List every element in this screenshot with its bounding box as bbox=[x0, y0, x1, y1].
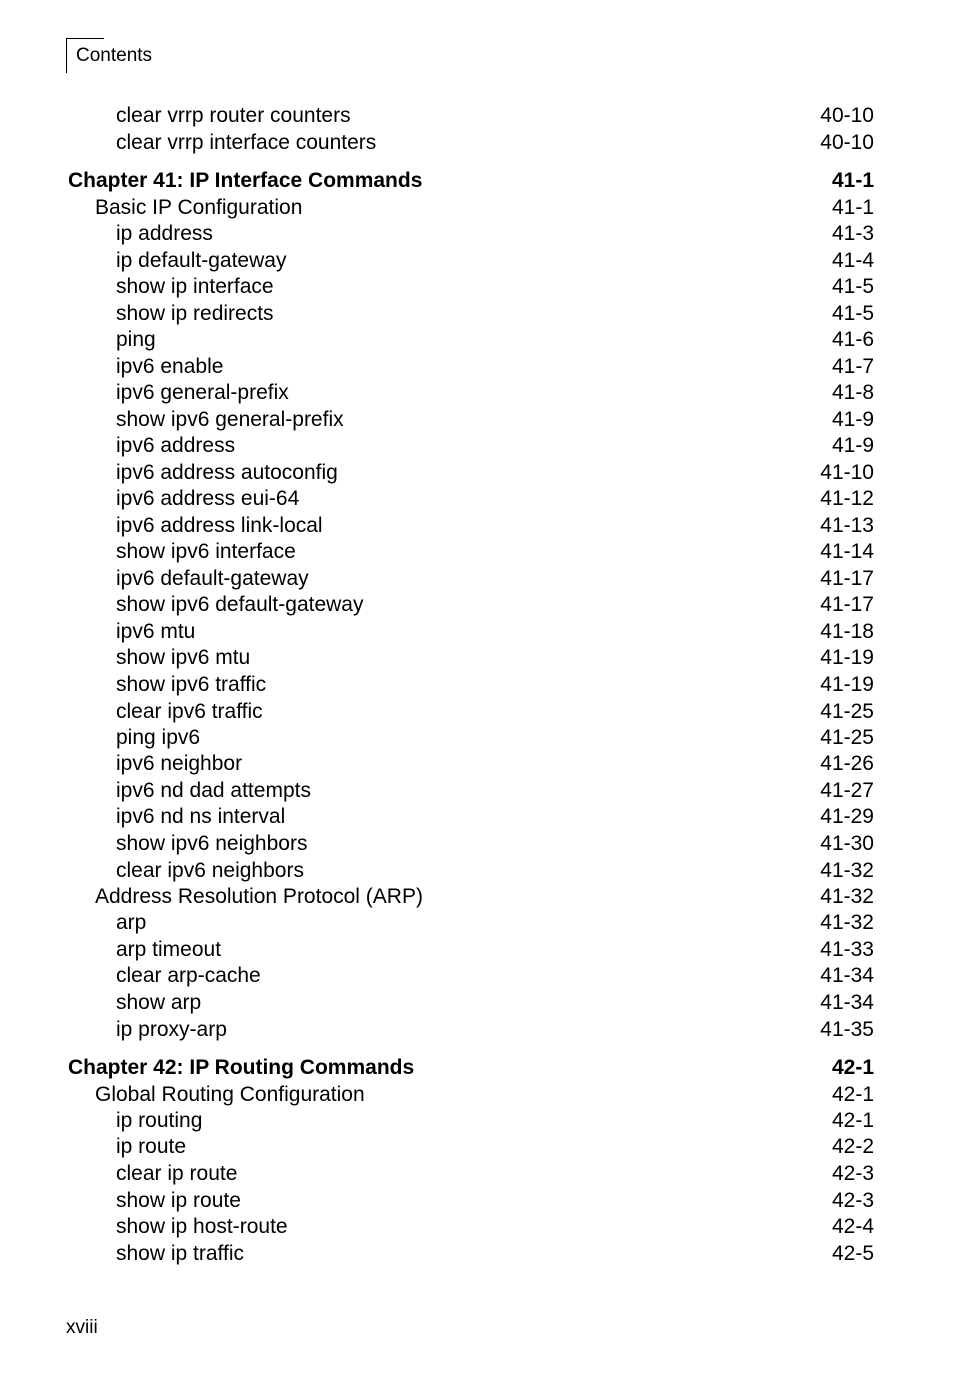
toc-entry-page: 41-32 bbox=[820, 911, 874, 934]
toc-entry-label: ipv6 enable bbox=[116, 355, 224, 378]
toc-entry-label: show ipv6 neighbors bbox=[116, 832, 308, 855]
toc-entry[interactable] bbox=[68, 857, 874, 884]
toc-entry[interactable] bbox=[68, 129, 874, 156]
toc-entry[interactable] bbox=[68, 883, 874, 910]
toc-entry-label: clear ipv6 neighbors bbox=[116, 859, 304, 882]
toc-entry-label: Basic IP Configuration bbox=[95, 196, 303, 219]
toc-entry-page: 42-1 bbox=[831, 1056, 874, 1079]
toc-entry-label: show ipv6 default-gateway bbox=[116, 593, 364, 616]
toc-entry-label: ip proxy-arp bbox=[116, 1018, 227, 1041]
toc-entry-page: 41-13 bbox=[820, 514, 874, 537]
toc-entry[interactable] bbox=[68, 618, 874, 645]
toc-entry-page: 41-25 bbox=[820, 726, 874, 749]
toc-entry-label: ping bbox=[116, 328, 156, 351]
toc-entry-page: 41-19 bbox=[820, 646, 874, 669]
toc-entry-page: 41-32 bbox=[820, 885, 874, 908]
toc-chapter-entry[interactable] bbox=[68, 1054, 874, 1081]
toc-entry[interactable] bbox=[68, 353, 874, 380]
toc-entry-label: show ip interface bbox=[116, 275, 274, 298]
toc-entry-page: 41-14 bbox=[820, 540, 874, 563]
toc-entry-page: 41-27 bbox=[820, 779, 874, 802]
toc-entry[interactable] bbox=[68, 962, 874, 989]
toc-entry-page: 41-17 bbox=[820, 593, 874, 616]
toc-entry-label: Address Resolution Protocol (ARP) bbox=[95, 885, 423, 908]
toc-entry-page: 41-7 bbox=[831, 355, 874, 378]
toc-entry-label: Chapter 41: IP Interface Commands bbox=[68, 169, 423, 192]
toc-entry-label: Chapter 42: IP Routing Commands bbox=[68, 1056, 415, 1079]
toc-entry[interactable] bbox=[68, 671, 874, 698]
toc-entry[interactable] bbox=[68, 750, 874, 777]
toc-entry-page: 41-34 bbox=[820, 964, 874, 987]
toc-entry-page: 41-33 bbox=[820, 938, 874, 961]
toc-entry-label: clear arp-cache bbox=[116, 964, 261, 987]
toc-entry-label: ipv6 mtu bbox=[116, 620, 196, 643]
toc-entry-label: ipv6 general-prefix bbox=[116, 381, 289, 404]
toc-entry-page: 41-32 bbox=[820, 859, 874, 882]
toc-entry[interactable] bbox=[68, 459, 874, 486]
toc-entry[interactable] bbox=[68, 909, 874, 936]
toc-entry-page: 41-12 bbox=[820, 487, 874, 510]
toc-entry-page: 41-17 bbox=[820, 567, 874, 590]
toc-entry-label: show ipv6 interface bbox=[116, 540, 296, 563]
toc-entry[interactable] bbox=[68, 247, 874, 274]
toc-chapter-entry[interactable] bbox=[68, 167, 874, 194]
toc-entry[interactable] bbox=[68, 512, 874, 539]
toc-entry-label: ipv6 address eui-64 bbox=[116, 487, 300, 510]
page-number: xviii bbox=[66, 1317, 98, 1338]
toc-entry-label: show ip traffic bbox=[116, 1242, 244, 1265]
toc-entry[interactable] bbox=[68, 194, 874, 221]
toc-entry-page: 41-19 bbox=[820, 673, 874, 696]
toc-entry[interactable] bbox=[68, 777, 874, 804]
toc-entry-page: 42-1 bbox=[831, 1083, 874, 1106]
toc-entry[interactable] bbox=[68, 1016, 874, 1043]
toc-entry-page: 41-3 bbox=[831, 222, 874, 245]
toc-entry[interactable] bbox=[68, 1160, 874, 1187]
toc-entry[interactable] bbox=[68, 1081, 874, 1108]
toc-entry-page: 41-10 bbox=[820, 461, 874, 484]
toc-entry[interactable] bbox=[68, 102, 874, 129]
toc-entry[interactable] bbox=[68, 644, 874, 671]
toc-entry-label: clear ip route bbox=[116, 1162, 238, 1185]
toc-entry-page: 41-5 bbox=[831, 275, 874, 298]
toc-entry-label: clear vrrp router counters bbox=[116, 104, 351, 127]
toc-entry-label: ipv6 nd dad attempts bbox=[116, 779, 311, 802]
toc-entry[interactable] bbox=[68, 698, 874, 725]
toc-entry[interactable] bbox=[68, 326, 874, 353]
toc-entry-page: 40-10 bbox=[820, 131, 874, 154]
toc-entry-label: arp timeout bbox=[116, 938, 222, 961]
toc-entry-page: 42-2 bbox=[831, 1135, 874, 1158]
toc-entry-label: show ip host-route bbox=[116, 1215, 288, 1238]
toc-entry-page: 42-3 bbox=[831, 1162, 874, 1185]
toc-entry-page: 42-1 bbox=[831, 1109, 874, 1132]
toc-entry-label: ipv6 address link-local bbox=[116, 514, 323, 537]
toc-entry-label: show ip redirects bbox=[116, 302, 274, 325]
toc-entry[interactable] bbox=[68, 1213, 874, 1240]
toc-entry-label: show ipv6 mtu bbox=[116, 646, 251, 669]
running-header: Contents bbox=[76, 45, 153, 66]
toc-entry[interactable] bbox=[68, 565, 874, 592]
toc-entry-label: arp bbox=[116, 911, 147, 934]
toc-entry-label: ip routing bbox=[116, 1109, 203, 1132]
toc-entry-label: ipv6 address autoconfig bbox=[116, 461, 338, 484]
toc-entry-page: 41-8 bbox=[831, 381, 874, 404]
toc-entry-label: clear ipv6 traffic bbox=[116, 700, 263, 723]
toc-entry-page: 41-1 bbox=[831, 196, 874, 219]
toc-entry-label: ipv6 neighbor bbox=[116, 752, 243, 775]
toc-entry[interactable] bbox=[68, 432, 874, 459]
toc-entry-label: ipv6 address bbox=[116, 434, 236, 457]
toc-entry-page: 42-5 bbox=[831, 1242, 874, 1265]
toc-entry[interactable] bbox=[68, 220, 874, 247]
toc-entry[interactable] bbox=[68, 1240, 874, 1267]
toc-entry[interactable] bbox=[68, 538, 874, 565]
toc-entry[interactable] bbox=[68, 724, 874, 751]
toc-entry-label: ping ipv6 bbox=[116, 726, 201, 749]
toc-entry-page: 40-10 bbox=[820, 104, 874, 127]
toc-entry[interactable] bbox=[68, 406, 874, 433]
toc-entry-page: 41-1 bbox=[831, 169, 874, 192]
toc-entry-page: 41-4 bbox=[831, 249, 874, 272]
toc-entry[interactable] bbox=[68, 273, 874, 300]
toc-entry-page: 42-4 bbox=[831, 1215, 874, 1238]
toc-entry-page: 41-9 bbox=[831, 408, 874, 431]
toc-entry-page: 41-29 bbox=[820, 805, 874, 828]
toc-entry-page: 41-5 bbox=[831, 302, 874, 325]
toc-entry-label: ipv6 nd ns interval bbox=[116, 805, 286, 828]
toc-entry[interactable] bbox=[68, 591, 874, 618]
toc-entry-page: 42-3 bbox=[831, 1189, 874, 1212]
toc-entry-label: Global Routing Configuration bbox=[95, 1083, 365, 1106]
toc-entry-page: 41-30 bbox=[820, 832, 874, 855]
toc-entry[interactable] bbox=[68, 936, 874, 963]
toc-entry-label: show ipv6 traffic bbox=[116, 673, 267, 696]
toc-entry-label: show ip route bbox=[116, 1189, 241, 1212]
toc-entry-label: clear vrrp interface counters bbox=[116, 131, 377, 154]
toc-entry-label: show arp bbox=[116, 991, 202, 1014]
toc-entry-page: 41-34 bbox=[820, 991, 874, 1014]
toc-entry[interactable] bbox=[68, 803, 874, 830]
toc-entry[interactable] bbox=[68, 1107, 874, 1134]
toc-entry-page: 41-9 bbox=[831, 434, 874, 457]
toc-entry[interactable] bbox=[68, 300, 874, 327]
toc-entry-label: ip default-gateway bbox=[116, 249, 287, 272]
toc-entry-page: 41-18 bbox=[820, 620, 874, 643]
toc-entry-page: 41-26 bbox=[820, 752, 874, 775]
toc-entry-page: 41-35 bbox=[820, 1018, 874, 1041]
toc-entry[interactable] bbox=[68, 830, 874, 857]
toc-entry-label: ip route bbox=[116, 1135, 187, 1158]
toc-entry-label: show ipv6 general-prefix bbox=[116, 408, 344, 431]
toc-entry-label: ipv6 default-gateway bbox=[116, 567, 309, 590]
toc-entry[interactable] bbox=[68, 989, 874, 1016]
toc-entry-label: ip address bbox=[116, 222, 213, 245]
toc-entry[interactable] bbox=[68, 379, 874, 406]
toc-entry-page: 41-25 bbox=[820, 700, 874, 723]
toc-entry[interactable] bbox=[68, 1187, 874, 1214]
toc-entry[interactable] bbox=[68, 1133, 874, 1160]
toc-entry[interactable] bbox=[68, 485, 874, 512]
toc-entry-page: 41-6 bbox=[831, 328, 874, 351]
